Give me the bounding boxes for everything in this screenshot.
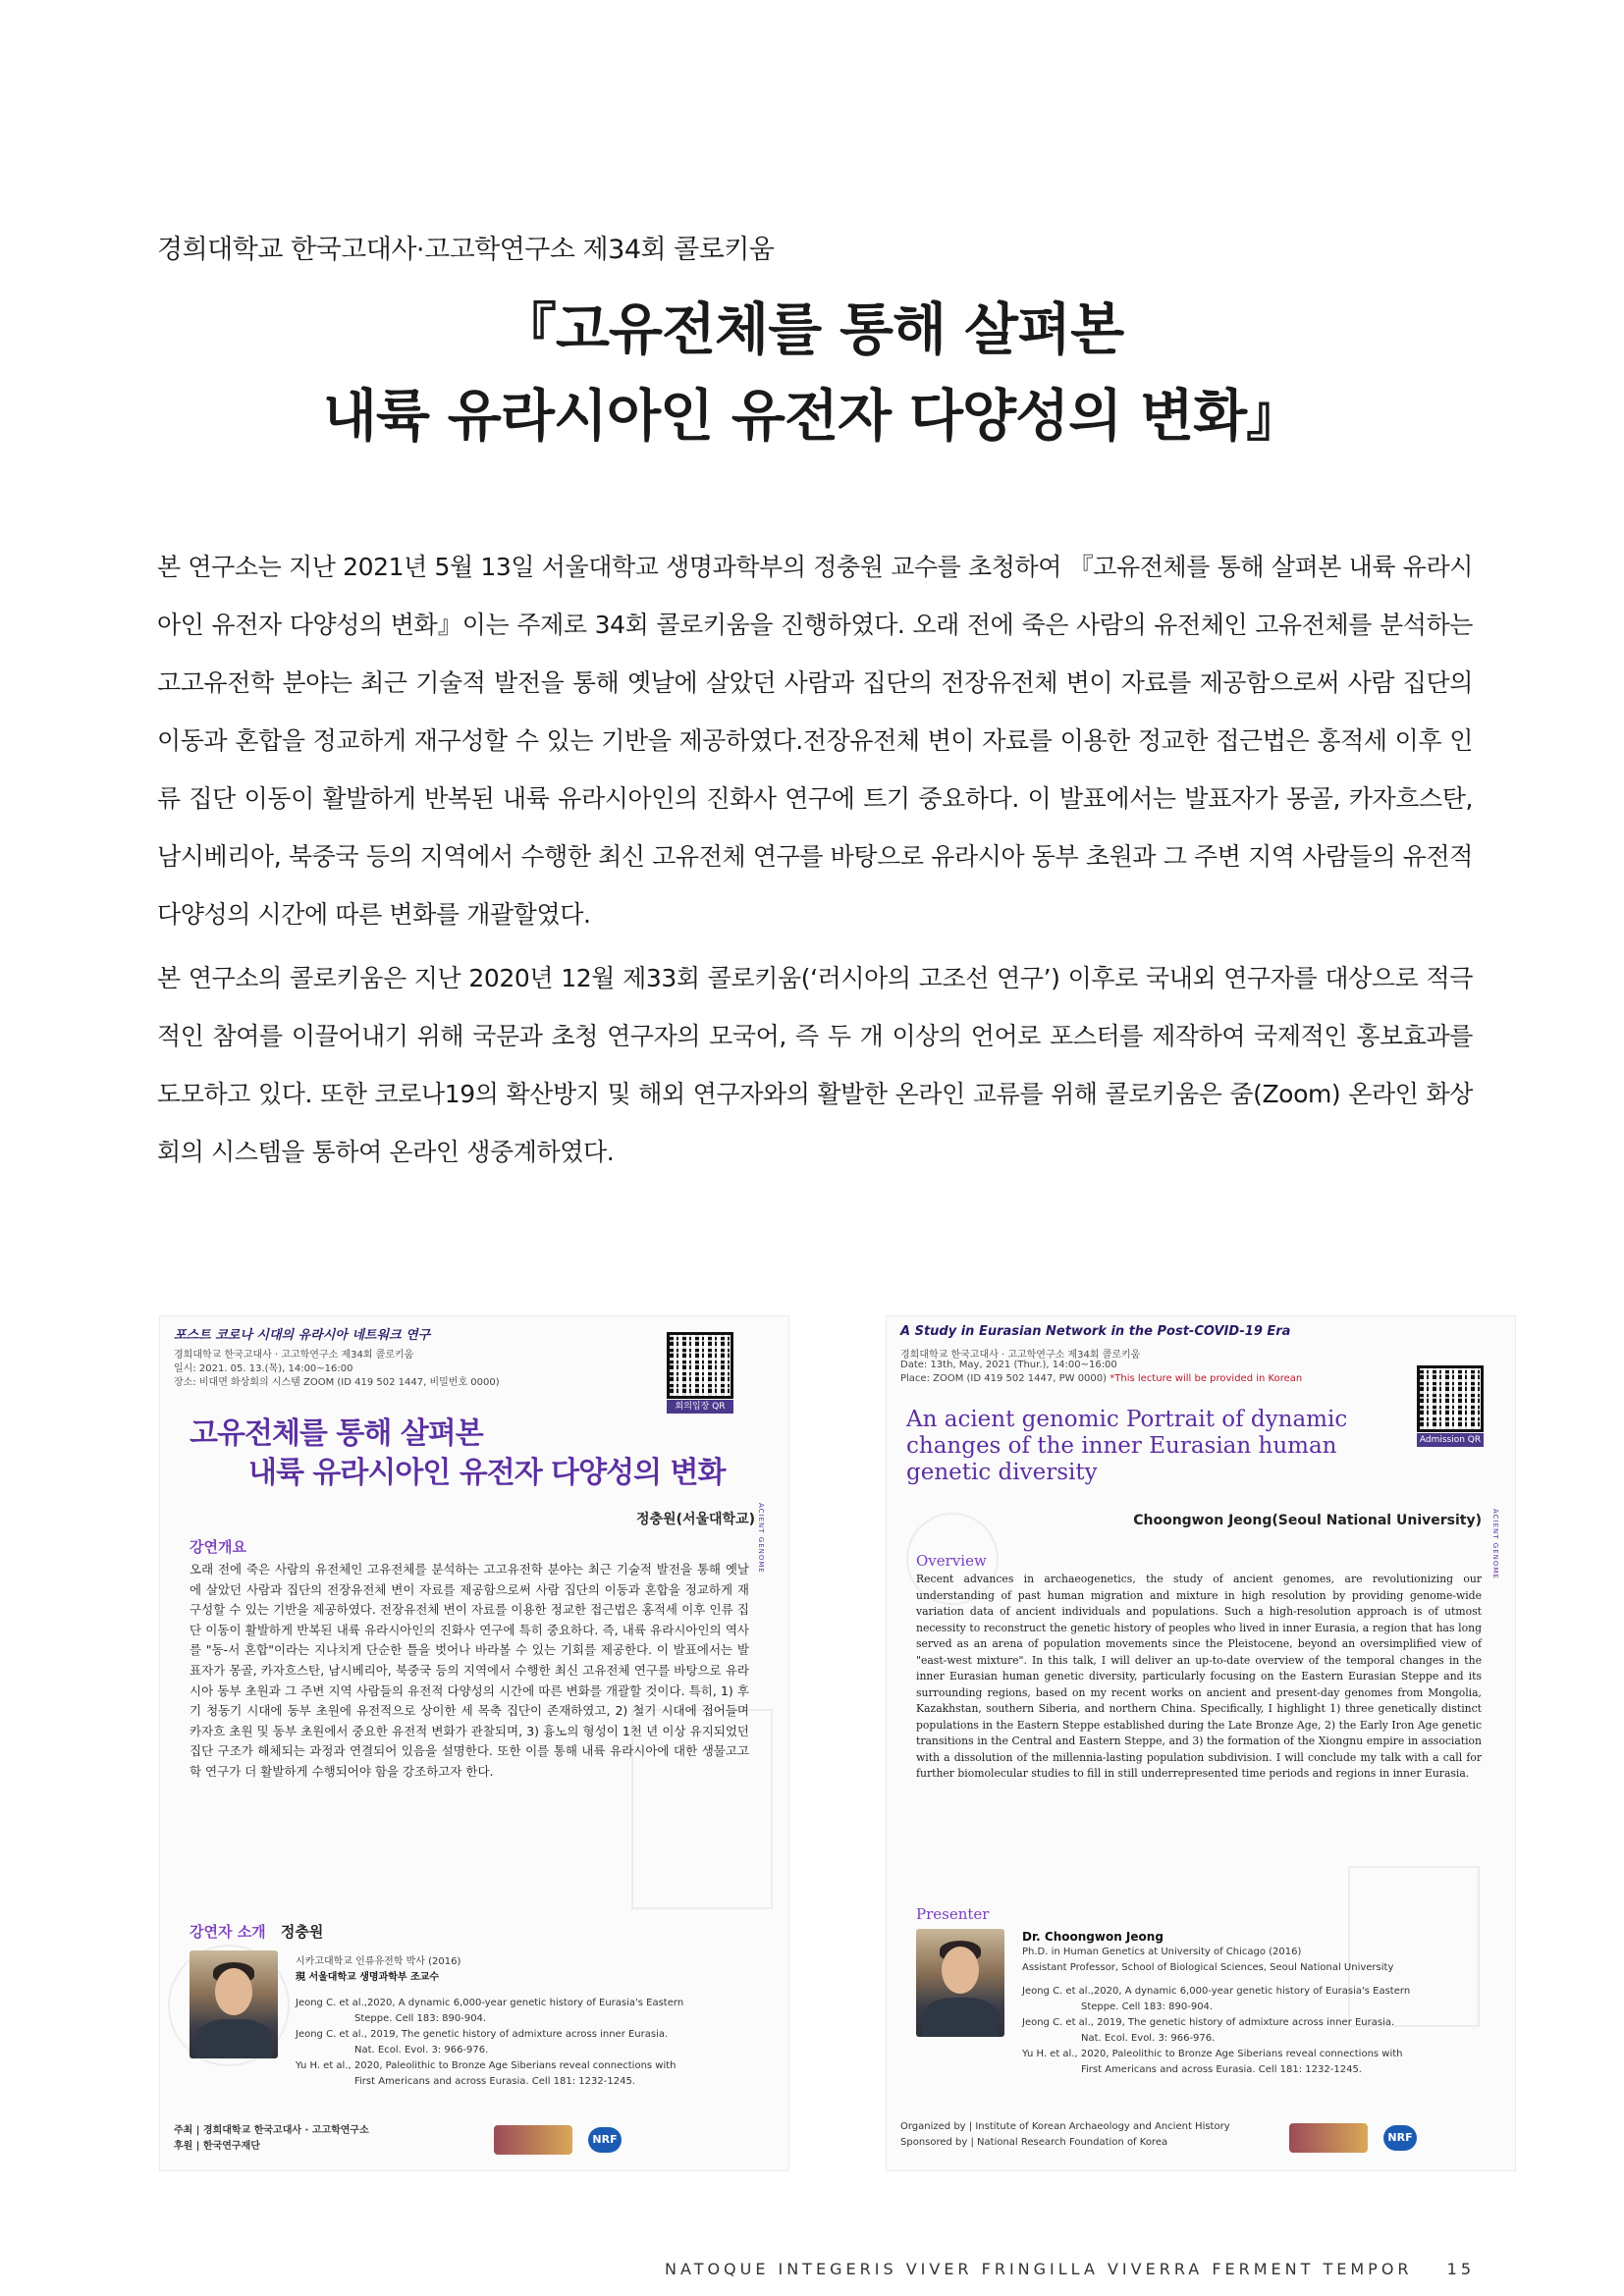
poster-author: Choongwon Jeong(Seoul National University) — [1133, 1513, 1482, 1528]
page-title — [0, 287, 1624, 459]
event-subtitle: 경희대학교 한국고대사·고고학연구소 제34회 콜로키움 — [157, 235, 775, 265]
reference-3b: First Americans and across Eurasia. Cell 181: 1232-1245. — [1081, 2064, 1362, 2075]
side-mark: ACIENT GENOME — [757, 1503, 765, 1574]
poster-title — [160, 1415, 788, 1493]
overview-text: Recent advances in archaeogenetics, the study of ancient genomes, are revolutionizing our understanding of past human migration and mixture in high resolution by providing genome-wide variation data of ancient individuals and populations. Such a high-resolution approach is of utmost necessity to reconstruct the genetic history of peoples who lived in inner Eurasia, a region that has long served as an arena of population movements since the Pleistocene, beyond an oversimplified view of "east-west mixture". In this talk, I will deliver an up-to-date overview of the temporal changes in the inner Eurasian human genetic diversity, particularly focusing on the Eastern Eurasian Steppe and its surrounding regions, based on my recent works on ancient and present-day genomes from Mongolia, Kazakhstan, southern Siberia, and northern China. Specifically, I highlight 1) three genetically distinct populations in the Eastern Steppe established during the Late Bronze Age, 2) the Early Iron Age genetic transitions in the Central and Eastern Steppe, and 3) the formation of the Xiongnu empire in association with a dissolution of the millennia-lasting population subdivision. I will conclude my talk with a call for further biomolecular studies to fill in still underrepresented time periods and regions in inner Eurasia. — [916, 1573, 1482, 1780]
place-text: Place: ZOOM (ID 419 502 1447, PW 0000) — [900, 1373, 1108, 1384]
poster-host: 경희대학교 한국고대사 · 고고학연구소 제34회 콜로키움 — [174, 1350, 414, 1361]
reference-3a: Yu H. et al., 2020, Paleolithic to Bronze Age Siberians reveal connections with — [296, 2060, 677, 2071]
title-line-1: 『고유전체를 통해 살펴본 — [500, 297, 1124, 362]
presenter-photo — [189, 1950, 278, 2058]
reference-2b: Nat. Ecol. Evol. 3: 966-976. — [1081, 2033, 1216, 2044]
side-mark: ACIENT GENOME — [1491, 1509, 1499, 1579]
poster-footer — [174, 2123, 369, 2155]
presenter-heading: Presenter — [916, 1905, 990, 1923]
poster-date: Date: 13th, May, 2021 (Thur.), 14:00~16:00 — [900, 1360, 1117, 1370]
qr-label: 회의입장 QR — [667, 1400, 733, 1414]
nrf-logo-icon: NRF — [1383, 2125, 1417, 2151]
poster-series-title: A Study in Eurasian Network in the Post-COVID-19 Era — [900, 1324, 1291, 1339]
overview-heading: 강연개요 — [189, 1538, 246, 1556]
page-number: 15 — [1446, 2260, 1475, 2278]
poster-title: An acient genomic Portrait of dynamic changes of the inner Eurasian human genetic diversity — [906, 1407, 1348, 1485]
footer-running-text: NATOQUE INTEGERIS VIVER FRINGILLA VIVERRA FERMENT TEMPOR — [665, 2260, 1413, 2278]
sponsor: 후원 | 한국연구재단 — [174, 2141, 260, 2152]
poster-series-title: 포스트 코로나 시대의 유라시아 네트워크 연구 — [174, 1328, 431, 1343]
poster-host: 경희대학교 한국고대사 · 고고학연구소 제34회 콜로키움 — [900, 1350, 1141, 1361]
poster-korean — [159, 1315, 789, 2171]
qr-code-icon — [667, 1332, 733, 1399]
reference-2a: Jeong C. et al., 2019, The genetic history of admixture across inner Eurasia. — [296, 2029, 669, 2040]
nrf-logo-icon: NRF — [588, 2127, 622, 2153]
overview-text: 오래 전에 죽은 사람의 유전체인 고유전체를 분석하는 고고유전학 분야는 최근 기술적 발전을 통해 옛날에 살았던 사람과 집단의 전장유전체 변이 자료를 제공함으로써 사람 집단의 이동과 혼합을 정교하게 재구성할 수 있는 기반을 제공하였다. 전장유전체 변이 자료를 이용한 정교한 접근법은 홍적세 이후 인류 집단 이동이 활발하게 반복된 내륙 유라시아인의 진화사 연구에 특히 중요하다. 즉, 내륙 유라시아인의 역사를 "동-서 혼합"이라는 지나치게 단순한 틀을 벗어나 바라볼 수 있는 기회를 제공한다. 이 발표에서는 발표자가 몽골, 카자흐스탄, 남시베리아, 북중국 등의 지역에서 수행한 최신 고유전체 연구를 바탕으로 유라시아 동부 초원과 그 주변 지역 사람들의 유전적 다양성의 시간에 따른 변화를 개괄할 것이다. 특히, 1) 후기 청동기 시대에 동부 초원에 유전적으로 상이한 세 목축 집단이 존재하였고, 2) 철기 시대에 접어들며 카자흐 초원 및 동부 초원에서 중요한 유전적 변화가 관찰되며, 3) 흉노의 형성이 1천 년 이상 유지되었던 집단 구조가 해체되는 과정과 연결되어 있음을 설명한다. 또한 이를 통해 내륙 유라시아에 대한 생물고고학 연구가 더 활발하게 수행되어야 함을 강조하고자 한다. — [189, 1562, 749, 1779]
title-line-2: 내륙 유라시아인 유전자 다양성의 변화』 — [322, 384, 1302, 449]
bio-line-2: 現 서울대학교 생명과학부 조교수 — [296, 1972, 440, 1983]
body-paragraph-1: 본 연구소는 지난 2021년 5월 13일 서울대학교 생명과학부의 정충원 교수를 초청하여 『고유전체를 통해 살펴본 내륙 유라시아인 유전자 다양성의 변화』이는 주제로 34회 콜로키움을 진행하였다. 오래 전에 죽은 사람의 유전체인 고유전체를 분석하는 고고유전학 분야는 최근 기술적 발전을 통해 옛날에 살았던 사람과 집단의 전장유전체 변이 자료를 제공함으로써 사람 집단의 이동과 혼합을 정교하게 재구성할 수 있는 기반을 제공하였다.전장유전체 변이 자료를 이용한 정교한 접근법은 홍적세 이후 인류 집단 이동이 활발하게 반복된 내륙 유라시아인의 진화사 연구에 트기 중요하다. 이 발표에서는 발표자가 몽골, 카자흐스탄, 남시베리아, 북중국 등의 지역에서 수행한 최신 고유전체 연구를 바탕으로 유라시아 동부 초원과 그 주변 지역 사람들의 유전적 다양성의 시간에 따른 변화를 개괄할였다. — [157, 553, 1473, 929]
organizer: Organized by | Institute of Korean Archaeology and Ancient History — [900, 2121, 1230, 2132]
organizer: 주최 | 경희대학교 한국고대사 · 고고학연구소 — [174, 2125, 369, 2136]
presenter-photo — [916, 1929, 1004, 2037]
body-text — [157, 538, 1473, 1187]
poster-date: 일시: 2021. 05. 13.(목), 14:00~16:00 — [174, 1363, 353, 1374]
presenter-bio — [1022, 1929, 1410, 2078]
qr-label: Admission QR — [1417, 1433, 1484, 1447]
reference-2a: Jeong C. et al., 2019, The genetic history of admixture across inner Eurasia. — [1022, 2017, 1395, 2028]
poster-place: 장소: 비대면 화상회의 시스템 ZOOM (ID 419 502 1447, 비밀번호 0000) — [174, 1377, 500, 1388]
place-note: *This lecture will be provided in Korean — [1110, 1373, 1303, 1384]
reference-1a: Jeong C. et al.,2020, A dynamic 6,000-year genetic history of Eurasia's Eastern — [1022, 1986, 1411, 1997]
presenter-heading — [189, 1921, 323, 1942]
reference-1a: Jeong C. et al.,2020, A dynamic 6,000-year genetic history of Eurasia's Eastern — [296, 1998, 684, 2008]
overview-heading: Overview — [916, 1552, 987, 1570]
running-footer — [0, 2260, 1624, 2278]
body-paragraph-2: 본 연구소의 콜로키움은 지난 2020년 12월 제33회 콜로키움(‘러시아의 고조선 연구’) 이후로 국내외 연구자를 대상으로 적극적인 참여를 이끌어내기 위해 국문과 초청 연구자의 모국어, 즉 두 개 이상의 언어로 포스터를 제작하여 국제적인 홍보효과를 도모하고 있다. 또한 코로나19의 확산방지 및 해외 연구자와의 활발한 온라인 교류를 위해 콜로키움은 줌(Zoom) 온라인 화상회의 시스템을 통하여 온라인 생중계하였다. — [157, 964, 1473, 1166]
bio-line-1: Ph.D. in Human Genetics at University of Chicago (2016) — [1022, 1947, 1302, 1957]
sponsor: Sponsored by | National Research Foundation of Korea — [900, 2137, 1168, 2148]
poster-place — [900, 1373, 1302, 1384]
reference-3a: Yu H. et al., 2020, Paleolithic to Bronze Age Siberians reveal connections with — [1022, 2049, 1403, 2059]
poster-title-line-2: 내륙 유라시아인 유전자 다양성의 변화 — [248, 1456, 726, 1490]
institute-logo-icon — [494, 2125, 572, 2155]
presenter-name: Dr. Choongwon Jeong — [1022, 1930, 1164, 1944]
reference-1b: Steppe. Cell 183: 890-904. — [1081, 2002, 1214, 2012]
poster-english — [886, 1315, 1516, 2171]
reference-1b: Steppe. Cell 183: 890-904. — [354, 2013, 487, 2024]
poster-author: 정충원(서울대학교) — [636, 1512, 755, 1527]
bio-line-2: Assistant Professor, School of Biological Sciences, Seoul National University — [1022, 1962, 1394, 1973]
reference-2b: Nat. Ecol. Evol. 3: 966-976. — [354, 2045, 489, 2056]
presenter-heading-label: 강연자 소개 — [189, 1923, 266, 1941]
poster-footer — [900, 2119, 1230, 2151]
institute-logo-icon — [1289, 2123, 1368, 2153]
poster-title-line-1: 고유전체를 통해 살펴본 — [189, 1416, 483, 1451]
reference-3b: First Americans and across Eurasia. Cell 181: 1232-1245. — [354, 2076, 635, 2087]
presenter-bio — [296, 1954, 683, 2090]
qr-code-icon — [1417, 1365, 1484, 1432]
bio-line-1: 시카고대학교 인류유전학 박사 (2016) — [296, 1956, 461, 1967]
presenter-name: 정충원 — [280, 1923, 324, 1941]
